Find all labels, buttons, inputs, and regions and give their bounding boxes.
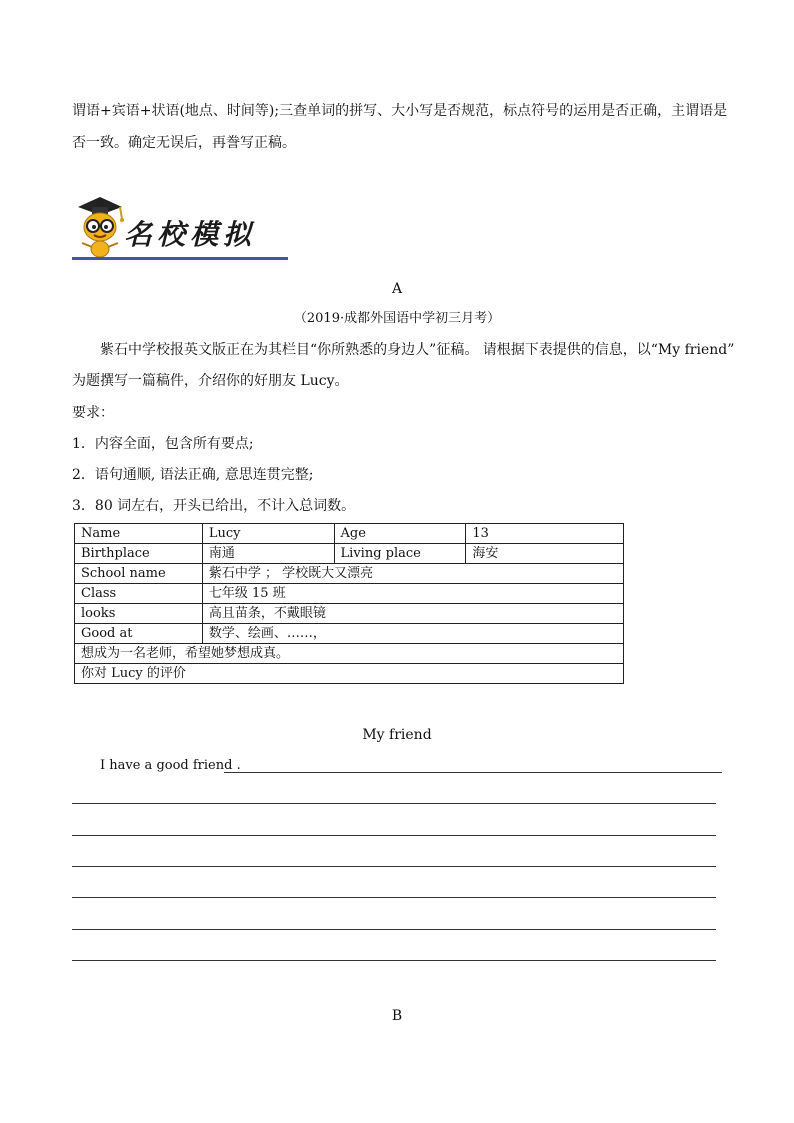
table-row: [75, 624, 624, 644]
table-row: [75, 544, 624, 564]
info-table: [74, 523, 624, 684]
table-cell: Birthplace: [75, 544, 203, 564]
table-cell: 数学、绘画、……，: [202, 624, 623, 644]
writing-line[interactable]: [72, 897, 716, 898]
requirement-1: 1．内容全面，包含所有要点;: [72, 436, 254, 452]
table-cell: School name: [75, 564, 203, 584]
prompt-line-1: 紫石中学校报英文版正在为其栏目“你所熟悉的身边人”征稿。 请根据下表提供的信息，以“My friend”: [100, 342, 735, 358]
table-row: [75, 644, 624, 664]
writing-line[interactable]: [72, 803, 716, 804]
table-cell: 七年级 15 班: [202, 584, 623, 604]
banner-underline: [72, 257, 288, 260]
requirements-title: 要求：: [72, 405, 114, 421]
table-cell: Good at: [75, 624, 203, 644]
mascot-icon: [72, 193, 128, 259]
section-b-letter: B: [391, 1008, 403, 1024]
writing-line[interactable]: [224, 772, 722, 773]
table-cell: Lucy: [202, 524, 334, 544]
table-cell: Name: [75, 524, 203, 544]
table-row: [75, 604, 624, 624]
writing-line[interactable]: [72, 960, 716, 961]
intro-line-2: 否一致。确定无误后，再誊写正稿。: [72, 135, 296, 151]
writing-line[interactable]: [72, 929, 716, 930]
intro-line-1: 谓语+宾语+状语(地点、时间等);三查单词的拼写、大小写是否规范，标点符号的运用是否正确，主谓语是: [72, 103, 728, 119]
prompt-line-2: 为题撰写一篇稿件，介绍你的好朋友 Lucy。: [72, 373, 349, 389]
essay-title: My friend: [362, 727, 432, 743]
section-banner: [72, 193, 288, 261]
table-row: [75, 584, 624, 604]
banner-title: 名校模拟: [124, 218, 257, 251]
writing-line[interactable]: [72, 866, 716, 867]
table-cell: 海安: [466, 544, 624, 564]
table-row: [75, 664, 624, 684]
section-a-source: （2019·成都外国语中学初三月考）: [293, 311, 501, 326]
table-cell: 想成为一名老师，希望她梦想成真。: [75, 644, 624, 664]
table-cell: 13: [466, 524, 624, 544]
table-cell: looks: [75, 604, 203, 624]
table-row: [75, 564, 624, 584]
table-cell: Living place: [334, 544, 466, 564]
requirement-3: 3．80 词左右，开头已给出，不计入总词数。: [72, 498, 356, 514]
section-a-letter: A: [391, 281, 403, 297]
table-cell: Age: [334, 524, 466, 544]
requirement-2: 2．语句通顺, 语法正确, 意思连贯完整;: [72, 467, 314, 483]
writing-line[interactable]: [72, 835, 716, 836]
table-cell: 你对 Lucy 的评价: [75, 664, 624, 684]
table-row: [75, 524, 624, 544]
table-cell: 南通: [202, 544, 334, 564]
table-cell: 高且苗条，不戴眼镜: [202, 604, 623, 624]
table-cell: 紫石中学 ； 学校既大又漂亮: [202, 564, 623, 584]
table-cell: Class: [75, 584, 203, 604]
essay-opening: I have a good friend .: [100, 758, 241, 773]
